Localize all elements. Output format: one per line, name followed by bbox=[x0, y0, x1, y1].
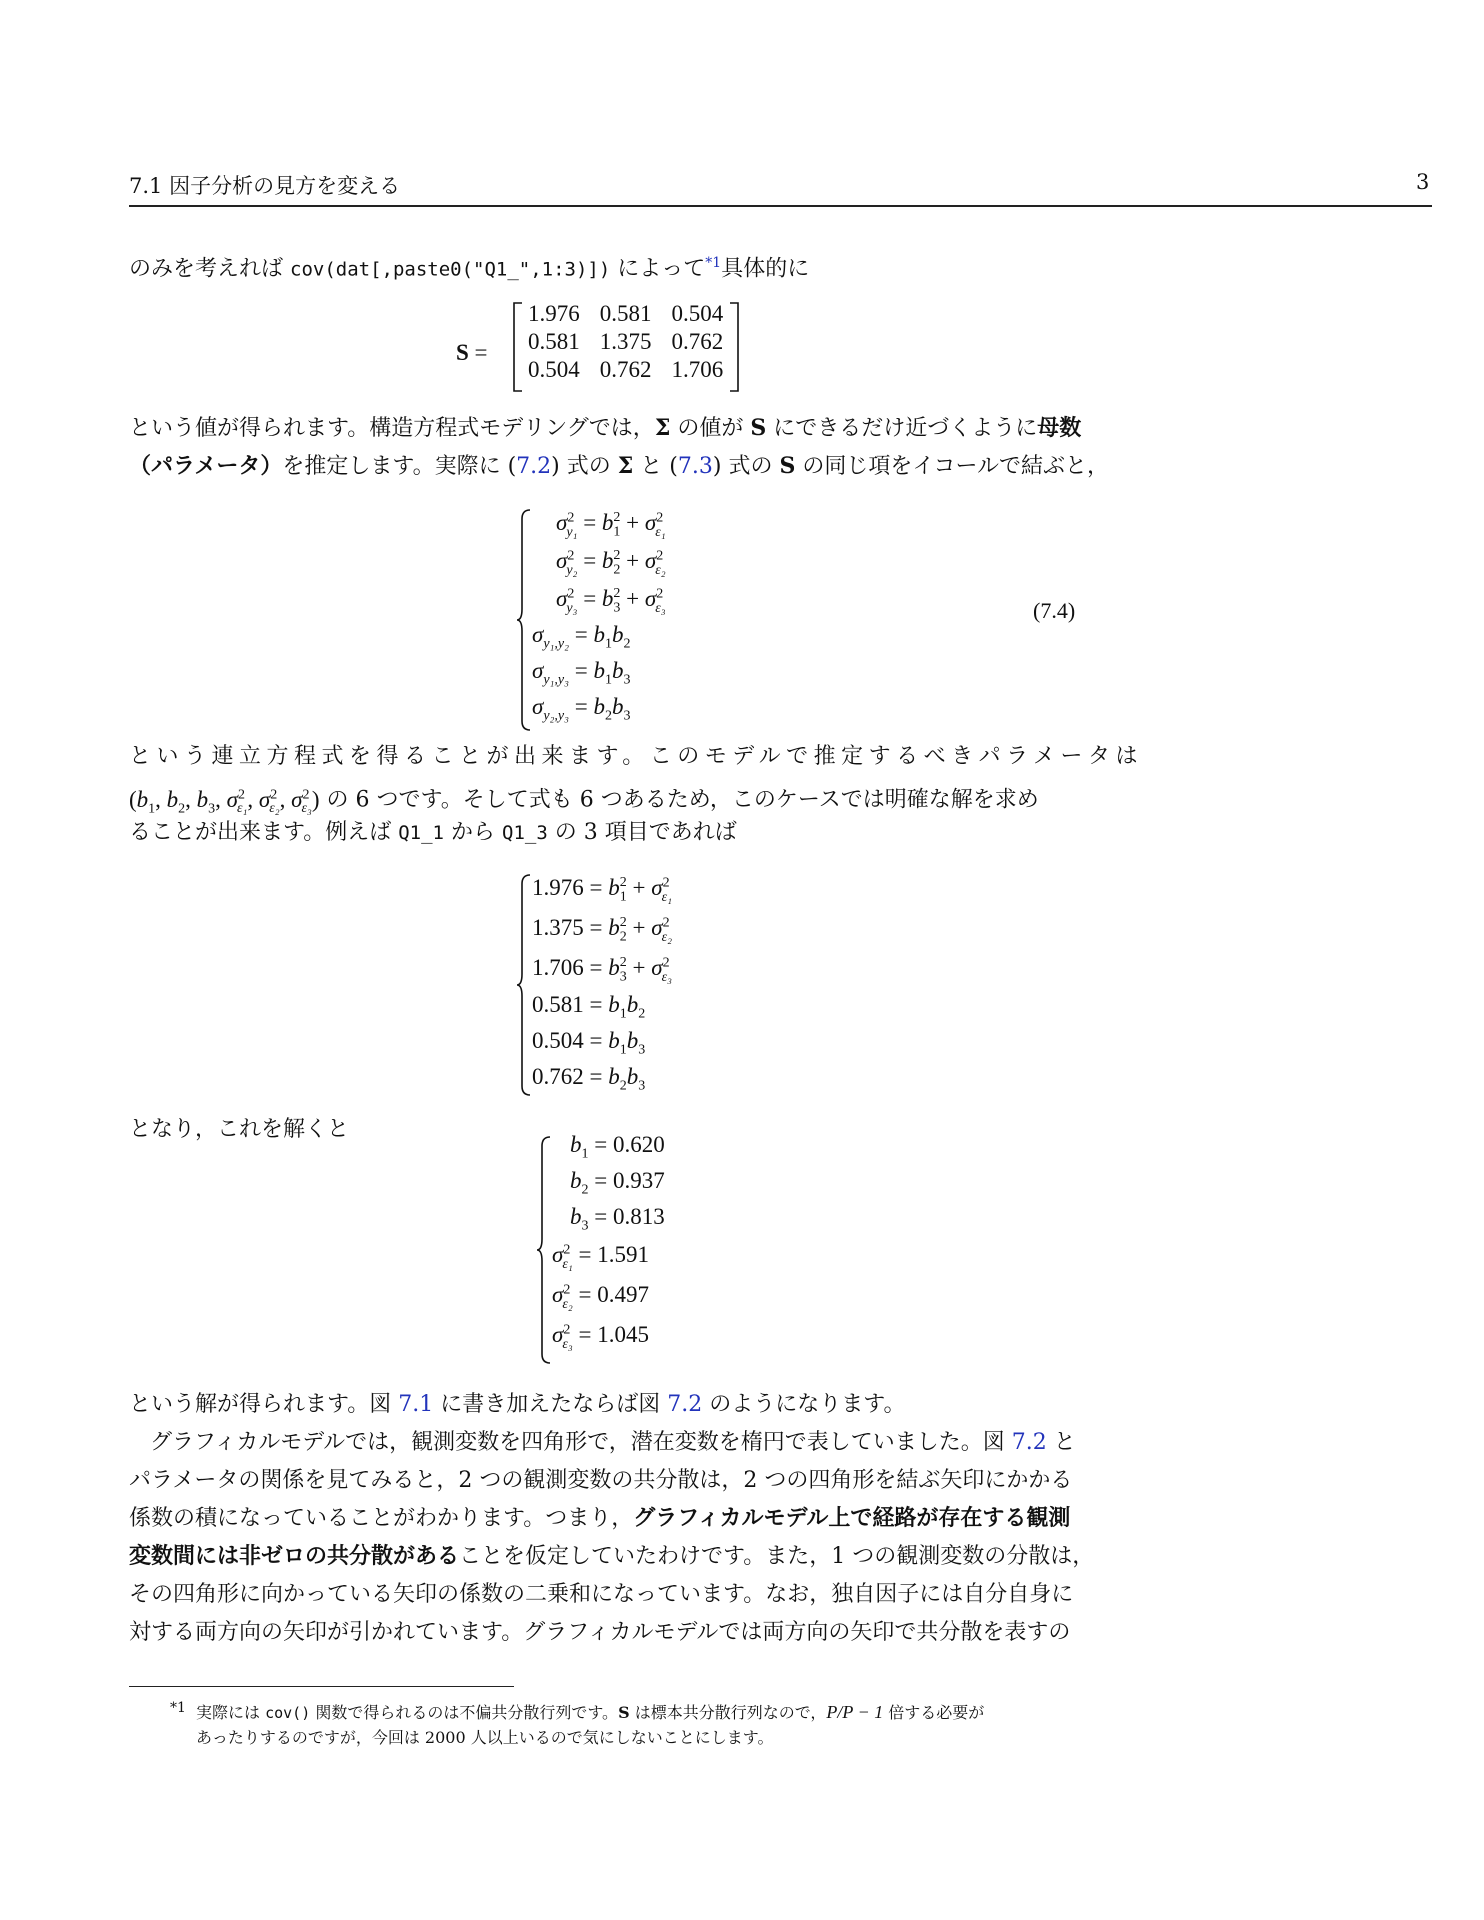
paragraph-line: （パラメータ）を推定します。実際に (7.2) 式の Σ と (7.3) 式の S の同じ項をイコールで結ぶと， bbox=[129, 453, 1110, 479]
paragraph-line: グラフィカルモデルでは，観測変数を四角形で，潜在変数を楕円で表していました。図 7.2 と bbox=[150, 1430, 1076, 1455]
footnote-rule bbox=[129, 1686, 514, 1687]
paragraph-line: 係数の積になっていることがわかります。つまり，グラフィカルモデル上で経路が存在する観測 bbox=[129, 1506, 1071, 1531]
matrix-s: 1.976 0.581 0.504 0.581 1.375 0.762 0.504 0.762 1.706 bbox=[528, 301, 724, 382]
paragraph-line: ることが出来ます。例えば Q1_1 から Q1_3 の 3 項目であれば bbox=[129, 820, 737, 845]
equation-system-7-4: $\sigma^2_{y_1} = b_1^2 + \sigma^2_{\varepsilon_1}$ $\sigma^2_{y_2} = b_2^2 + \sigma^2_{\varepsilon_2}$ $\sigma^2_{y_3} = b_3^2 + \sigma^2_{\varepsilon_3}$ $\sigma_{y_1,y_2} = b_1b_2$ $\sigma_{y_1,y_3} = b_1b_3$ $\sigma_{y_2,y_3} = b_2b_3$ bbox=[516, 505, 716, 735]
code-inline: cov() bbox=[265, 1704, 311, 1722]
paragraph-line: のみを考えれば cov(dat[,paste0("Q1_",1:3)]) によって$^{*1}$具体的に bbox=[129, 255, 810, 282]
paragraph-line: という値が得られます。構造方程式モデリングでは，Σ の値が S にできるだけ近づくように母数 bbox=[129, 415, 1082, 441]
equation-system-values: $1.976 = b_1^2 + \sigma^2_{\varepsilon_1}$ $1.375 = b_2^2 + \sigma^2_{\varepsilon_2}$ $1.706 = b_3^2 + \sigma^2_{\varepsilon_3}$ $0.581 = b_1b_2$ $0.504 = b_1b_3$ $0.762 = b_2b_3$ bbox=[516, 870, 716, 1100]
bold-term: 変数間には非ゼロの共分散がある bbox=[129, 1544, 460, 1569]
paragraph-line: パラメータの関係を見てみると，2 つの観測変数の共分散は，2 つの四角形を結ぶ矢印にかかる bbox=[129, 1468, 1073, 1493]
paragraph-line: という解が得られます。図 7.1 に書き加えたならば図 7.2 のようになります。 bbox=[129, 1392, 906, 1417]
code-inline: cov(dat[,paste0("Q1_",1:3)]) bbox=[290, 258, 611, 281]
left-brace bbox=[516, 874, 532, 1096]
paragraph-line: その四角形に向かっている矢印の係数の二乗和になっています。なお，独自因子には自分自身に bbox=[129, 1582, 1074, 1607]
footnote-mark: *1 bbox=[170, 1700, 186, 1716]
bold-term: 母数 bbox=[1037, 416, 1082, 441]
footnote-link[interactable]: *1 bbox=[705, 255, 722, 271]
paragraph-line: となり，これを解くと bbox=[129, 1117, 350, 1142]
footnote-line: 実際には cov() 関数で得られるのは不偏共分散行列です。S は標本共分散行列なので，P/P − 1 倍する必要が bbox=[196, 1702, 985, 1722]
left-brace bbox=[536, 1136, 552, 1364]
bold-term: グラフィカルモデル上で経路が存在する観測 bbox=[633, 1506, 1071, 1531]
figure-ref-link[interactable]: 7.2 bbox=[1011, 1430, 1047, 1455]
bracket-right bbox=[728, 302, 740, 392]
paragraph-line: 対する両方向の矢印が引かれています。グラフィカルモデルでは両方向の矢印で共分散を表すの bbox=[129, 1620, 1071, 1645]
eq-ref-link[interactable]: 7.3 bbox=[677, 454, 713, 479]
running-header: 7.1 因子分析の見方を変える bbox=[129, 174, 401, 198]
solution-system: $b_1 = 0.620$ $b_2 = 0.937$ $b_3 = 0.813$ $\sigma^2_{\varepsilon_1} = 1.591$ $\sigma^2_{\varepsilon_2} = 0.497$ $\sigma^2_{\varepsilon_3} = 1.045$ bbox=[536, 1130, 736, 1370]
eq-ref-link[interactable]: 7.2 bbox=[516, 454, 552, 479]
paragraph-line: 変数間には非ゼロの共分散があることを仮定していたわけです。また，1 つの観測変数の分散は， bbox=[129, 1544, 1095, 1569]
figure-ref-link[interactable]: 7.1 bbox=[398, 1392, 434, 1417]
code-inline: Q1_1 bbox=[398, 822, 444, 844]
code-inline: Q1_3 bbox=[502, 822, 548, 844]
footnote-line: あったりするのですが，今回は 2000 人以上いるので気にしないことにします。 bbox=[196, 1728, 774, 1747]
equation-number: (7.4) bbox=[1033, 598, 1076, 623]
figure-ref-link[interactable]: 7.2 bbox=[667, 1392, 703, 1417]
bold-term: （パラメータ） bbox=[129, 454, 283, 479]
header-rule bbox=[129, 205, 1432, 207]
matrix-label: S bbox=[456, 340, 469, 365]
paragraph-line: ($b_1$, $b_2$, $b_3$, $\sigma^2_{\varepsilon_1}$, $\sigma^2_{\varepsilon_2}$, $\sigma^2_{\varepsilon_3}$) の 6 つです。そして式も 6 つあるため，このケースでは明確な解を求め bbox=[129, 786, 1039, 817]
paragraph-line: という連立方程式を得ることが出来ます。このモデルで推定するべきパラメータは bbox=[129, 744, 1143, 769]
page-number: 3 bbox=[1416, 170, 1430, 194]
left-brace bbox=[516, 509, 532, 731]
